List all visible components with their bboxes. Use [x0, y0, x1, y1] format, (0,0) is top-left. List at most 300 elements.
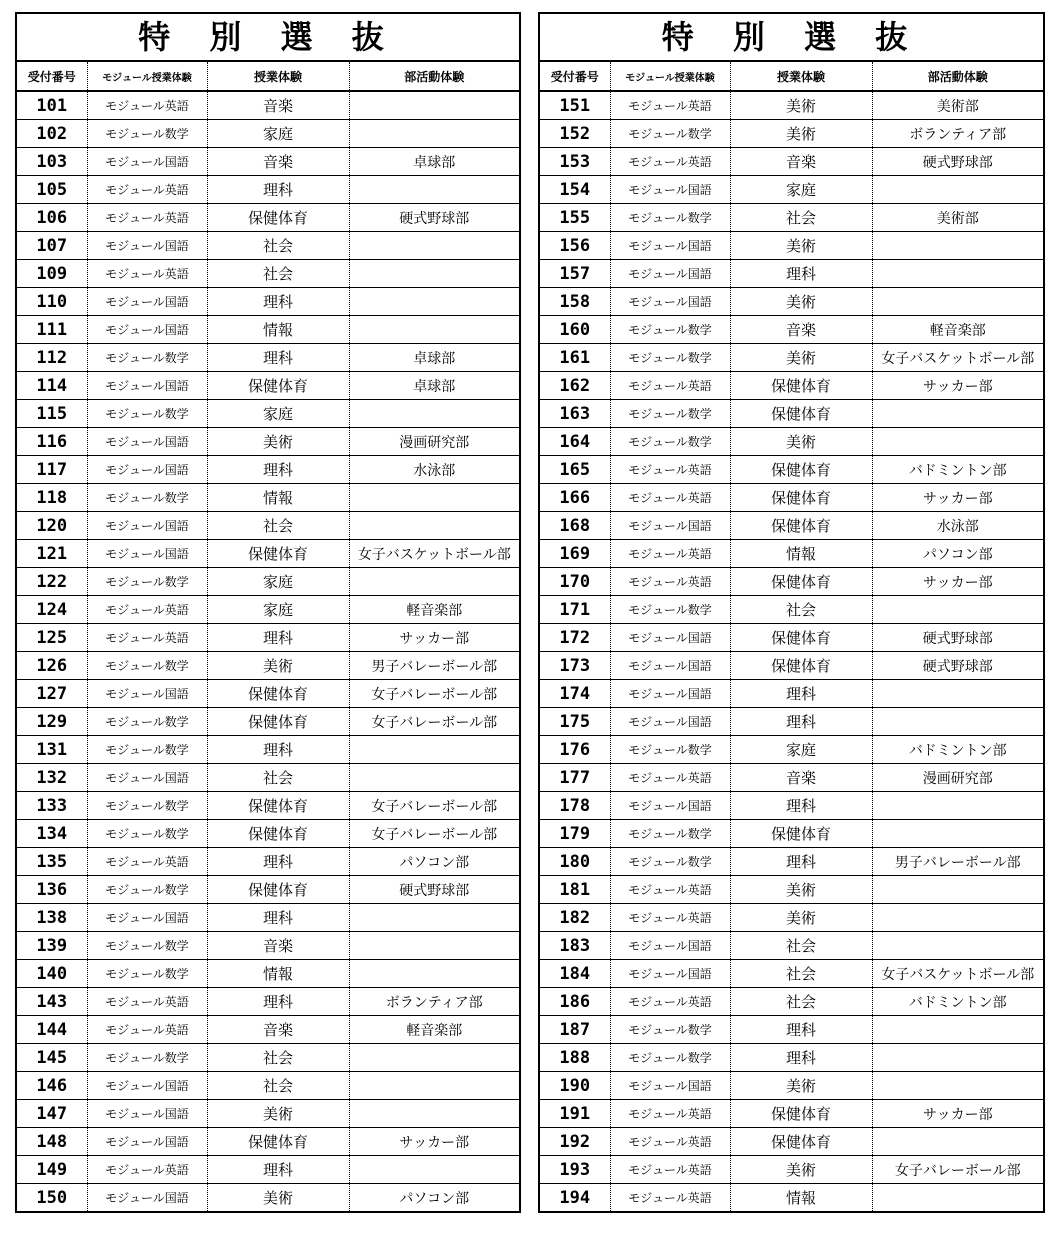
table-row — [540, 428, 1043, 456]
module-class-cell: モジュール数学 — [87, 820, 207, 848]
class-experience-cell: 理科 — [207, 904, 349, 932]
receipt-number-cell: 158 — [540, 288, 610, 316]
module-class-cell: モジュール国語 — [610, 288, 730, 316]
receipt-number-cell: 176 — [540, 736, 610, 764]
receipt-number-cell: 129 — [17, 708, 87, 736]
table-row — [540, 820, 1043, 848]
receipt-number-cell: 166 — [540, 484, 610, 512]
class-experience-cell: 理科 — [730, 1016, 872, 1044]
class-experience-cell: 社会 — [207, 512, 349, 540]
module-class-cell: モジュール数学 — [610, 400, 730, 428]
module-class-cell: モジュール英語 — [610, 1184, 730, 1212]
table-row — [540, 848, 1043, 876]
table-row — [17, 316, 519, 344]
module-class-cell: モジュール英語 — [610, 372, 730, 400]
club-experience-cell: サッカー部 — [872, 568, 1043, 596]
module-class-cell: モジュール国語 — [87, 288, 207, 316]
table-row — [540, 736, 1043, 764]
receipt-number-cell: 124 — [17, 596, 87, 624]
module-class-cell: モジュール英語 — [87, 848, 207, 876]
receipt-number-cell: 127 — [17, 680, 87, 708]
module-class-cell: モジュール英語 — [610, 764, 730, 792]
class-experience-cell: 情報 — [207, 316, 349, 344]
class-experience-cell: 社会 — [207, 260, 349, 288]
module-class-cell: モジュール英語 — [87, 1016, 207, 1044]
club-experience-cell — [872, 932, 1043, 960]
table-row — [17, 1100, 519, 1128]
table-row — [17, 736, 519, 764]
receipt-number-cell: 140 — [17, 960, 87, 988]
table-row — [17, 792, 519, 820]
class-experience-cell: 情報 — [207, 960, 349, 988]
club-experience-cell: 女子バレーボール部 — [349, 820, 519, 848]
table-row — [17, 400, 519, 428]
receipt-number-cell: 144 — [17, 1016, 87, 1044]
table-row — [540, 512, 1043, 540]
table-row — [17, 456, 519, 484]
club-experience-cell: 女子バレーボール部 — [872, 1156, 1043, 1184]
table-row — [17, 596, 519, 624]
applicant-table — [540, 62, 1043, 1211]
club-experience-cell — [872, 820, 1043, 848]
module-class-cell: モジュール国語 — [610, 680, 730, 708]
class-experience-cell: 保健体育 — [207, 680, 349, 708]
receipt-number-cell: 110 — [17, 288, 87, 316]
class-experience-cell: 保健体育 — [730, 624, 872, 652]
receipt-number-cell: 115 — [17, 400, 87, 428]
module-class-cell: モジュール英語 — [87, 596, 207, 624]
table-row — [540, 876, 1043, 904]
class-experience-cell: 保健体育 — [207, 820, 349, 848]
receipt-number-cell: 132 — [17, 764, 87, 792]
class-experience-cell: 保健体育 — [730, 484, 872, 512]
class-experience-cell: 美術 — [207, 652, 349, 680]
module-class-cell: モジュール数学 — [610, 848, 730, 876]
module-class-cell: モジュール数学 — [87, 1044, 207, 1072]
club-experience-cell — [349, 400, 519, 428]
receipt-number-cell: 147 — [17, 1100, 87, 1128]
module-class-cell: モジュール英語 — [610, 988, 730, 1016]
table-row — [540, 1184, 1043, 1212]
table-row — [17, 960, 519, 988]
module-class-cell: モジュール数学 — [87, 876, 207, 904]
table-row — [540, 120, 1043, 148]
applicant-table — [17, 62, 519, 1211]
class-experience-cell: 家庭 — [730, 736, 872, 764]
table-row — [540, 596, 1043, 624]
receipt-number-cell: 107 — [17, 232, 87, 260]
class-experience-cell: 美術 — [730, 344, 872, 372]
club-experience-cell: 女子バスケットボール部 — [872, 344, 1043, 372]
class-experience-cell: 社会 — [207, 232, 349, 260]
receipt-number-cell: 170 — [540, 568, 610, 596]
table-row — [540, 288, 1043, 316]
module-class-cell: モジュール国語 — [610, 232, 730, 260]
club-experience-cell — [349, 91, 519, 120]
class-experience-cell: 理科 — [730, 1044, 872, 1072]
class-experience-cell: 理科 — [207, 988, 349, 1016]
table-row — [540, 708, 1043, 736]
receipt-number-cell: 182 — [540, 904, 610, 932]
class-experience-cell: 美術 — [207, 1184, 349, 1212]
class-experience-cell: 美術 — [730, 428, 872, 456]
club-experience-cell — [349, 1100, 519, 1128]
table-row — [540, 904, 1043, 932]
module-class-cell: モジュール国語 — [87, 1072, 207, 1100]
class-experience-cell: 保健体育 — [207, 372, 349, 400]
class-experience-cell: 理科 — [207, 456, 349, 484]
club-experience-cell: 女子バレーボール部 — [349, 708, 519, 736]
club-experience-cell — [872, 1128, 1043, 1156]
receipt-number-cell: 112 — [17, 344, 87, 372]
class-experience-cell: 理科 — [207, 848, 349, 876]
header-receipt-number: 受付番号 — [17, 62, 87, 91]
table-row — [17, 204, 519, 232]
class-experience-cell: 保健体育 — [207, 708, 349, 736]
receipt-number-cell: 145 — [17, 1044, 87, 1072]
table-row — [540, 1156, 1043, 1184]
class-experience-cell: 美術 — [207, 1100, 349, 1128]
table-row — [540, 932, 1043, 960]
class-experience-cell: 保健体育 — [207, 1128, 349, 1156]
club-experience-cell — [872, 232, 1043, 260]
club-experience-cell — [349, 1044, 519, 1072]
club-experience-cell — [872, 400, 1043, 428]
module-class-cell: モジュール数学 — [87, 568, 207, 596]
module-class-cell: モジュール英語 — [610, 148, 730, 176]
module-class-cell: モジュール国語 — [87, 764, 207, 792]
class-experience-cell: 理科 — [207, 344, 349, 372]
receipt-number-cell: 118 — [17, 484, 87, 512]
club-experience-cell — [349, 960, 519, 988]
class-experience-cell: 社会 — [730, 204, 872, 232]
module-class-cell: モジュール数学 — [87, 120, 207, 148]
receipt-number-cell: 116 — [17, 428, 87, 456]
module-class-cell: モジュール数学 — [610, 820, 730, 848]
module-class-cell: モジュール英語 — [610, 568, 730, 596]
module-class-cell: モジュール国語 — [610, 708, 730, 736]
club-experience-cell — [349, 904, 519, 932]
module-class-cell: モジュール国語 — [87, 904, 207, 932]
class-experience-cell: 理科 — [207, 1156, 349, 1184]
class-experience-cell: 理科 — [730, 708, 872, 736]
module-class-cell: モジュール国語 — [610, 652, 730, 680]
table-row — [540, 568, 1043, 596]
club-experience-cell — [872, 904, 1043, 932]
table-row — [540, 540, 1043, 568]
receipt-number-cell: 168 — [540, 512, 610, 540]
club-experience-cell: サッカー部 — [349, 1128, 519, 1156]
club-experience-cell: バドミントン部 — [872, 736, 1043, 764]
club-experience-cell: 漫画研究部 — [349, 428, 519, 456]
receipt-number-cell: 184 — [540, 960, 610, 988]
club-experience-cell — [349, 1156, 519, 1184]
module-class-cell: モジュール数学 — [87, 792, 207, 820]
module-class-cell: モジュール英語 — [610, 904, 730, 932]
header-receipt-number: 受付番号 — [540, 62, 610, 91]
table-row — [540, 400, 1043, 428]
module-class-cell: モジュール英語 — [610, 91, 730, 120]
class-experience-cell: 社会 — [730, 960, 872, 988]
table-row — [17, 932, 519, 960]
class-experience-cell: 情報 — [730, 1184, 872, 1212]
left-panel — [15, 12, 521, 1213]
club-experience-cell: 卓球部 — [349, 148, 519, 176]
panel-title: 特 別 選 抜 — [17, 14, 519, 62]
module-class-cell: モジュール数学 — [87, 400, 207, 428]
receipt-number-cell: 179 — [540, 820, 610, 848]
table-row — [540, 988, 1043, 1016]
module-class-cell: モジュール英語 — [610, 540, 730, 568]
receipt-number-cell: 164 — [540, 428, 610, 456]
receipt-number-cell: 171 — [540, 596, 610, 624]
module-class-cell: モジュール英語 — [87, 260, 207, 288]
class-experience-cell: 美術 — [730, 876, 872, 904]
club-experience-cell — [872, 596, 1043, 624]
club-experience-cell: 硬式野球部 — [349, 876, 519, 904]
club-experience-cell — [872, 288, 1043, 316]
table-row — [17, 484, 519, 512]
module-class-cell: モジュール国語 — [87, 1184, 207, 1212]
table-row — [540, 232, 1043, 260]
table-row — [17, 1128, 519, 1156]
class-experience-cell: 理科 — [730, 848, 872, 876]
receipt-number-cell: 154 — [540, 176, 610, 204]
club-experience-cell: パソコン部 — [872, 540, 1043, 568]
receipt-number-cell: 126 — [17, 652, 87, 680]
module-class-cell: モジュール数学 — [610, 736, 730, 764]
table-row — [17, 848, 519, 876]
receipt-number-cell: 136 — [17, 876, 87, 904]
table-row — [17, 288, 519, 316]
receipt-number-cell: 105 — [17, 176, 87, 204]
club-experience-cell — [872, 792, 1043, 820]
class-experience-cell: 音楽 — [207, 148, 349, 176]
table-row — [540, 1100, 1043, 1128]
class-experience-cell: 社会 — [207, 1044, 349, 1072]
club-experience-cell: 女子バレーボール部 — [349, 792, 519, 820]
class-experience-cell: 家庭 — [730, 176, 872, 204]
class-experience-cell: 理科 — [207, 736, 349, 764]
class-experience-cell: 保健体育 — [730, 1128, 872, 1156]
class-experience-cell: 音楽 — [207, 932, 349, 960]
table-row — [17, 176, 519, 204]
class-experience-cell: 理科 — [730, 792, 872, 820]
table-row — [540, 176, 1043, 204]
module-class-cell: モジュール英語 — [610, 484, 730, 512]
module-class-cell: モジュール国語 — [87, 232, 207, 260]
header-row — [540, 62, 1043, 91]
table-row — [17, 764, 519, 792]
module-class-cell: モジュール英語 — [610, 1100, 730, 1128]
club-experience-cell: パソコン部 — [349, 1184, 519, 1212]
class-experience-cell: 保健体育 — [207, 204, 349, 232]
right-panel — [538, 12, 1045, 1213]
table-row — [17, 344, 519, 372]
receipt-number-cell: 191 — [540, 1100, 610, 1128]
class-experience-cell: 美術 — [730, 120, 872, 148]
receipt-number-cell: 178 — [540, 792, 610, 820]
table-row — [17, 428, 519, 456]
table-row — [540, 148, 1043, 176]
class-experience-cell: 音楽 — [207, 91, 349, 120]
module-class-cell: モジュール数学 — [610, 1044, 730, 1072]
module-class-cell: モジュール国語 — [87, 148, 207, 176]
club-experience-cell: ボランティア部 — [872, 120, 1043, 148]
table-row — [540, 1016, 1043, 1044]
club-experience-cell: 軽音楽部 — [349, 1016, 519, 1044]
module-class-cell: モジュール英語 — [610, 456, 730, 484]
table-row — [17, 1044, 519, 1072]
receipt-number-cell: 139 — [17, 932, 87, 960]
class-experience-cell: 家庭 — [207, 120, 349, 148]
class-experience-cell: 理科 — [207, 624, 349, 652]
club-experience-cell: 硬式野球部 — [349, 204, 519, 232]
receipt-number-cell: 153 — [540, 148, 610, 176]
receipt-number-cell: 161 — [540, 344, 610, 372]
table-row — [540, 764, 1043, 792]
receipt-number-cell: 143 — [17, 988, 87, 1016]
club-experience-cell — [349, 120, 519, 148]
module-class-cell: モジュール数学 — [610, 428, 730, 456]
club-experience-cell: サッカー部 — [872, 484, 1043, 512]
module-class-cell: モジュール数学 — [87, 708, 207, 736]
receipt-number-cell: 181 — [540, 876, 610, 904]
receipt-number-cell: 174 — [540, 680, 610, 708]
receipt-number-cell: 188 — [540, 1044, 610, 1072]
club-experience-cell: バドミントン部 — [872, 988, 1043, 1016]
club-experience-cell — [349, 512, 519, 540]
table-row — [540, 680, 1043, 708]
table-row — [17, 372, 519, 400]
club-experience-cell — [872, 1184, 1043, 1212]
class-experience-cell: 保健体育 — [207, 792, 349, 820]
receipt-number-cell: 160 — [540, 316, 610, 344]
header-class-experience: 授業体験 — [207, 62, 349, 91]
receipt-number-cell: 169 — [540, 540, 610, 568]
receipt-number-cell: 190 — [540, 1072, 610, 1100]
club-experience-cell — [349, 232, 519, 260]
class-experience-cell: 理科 — [207, 288, 349, 316]
module-class-cell: モジュール国語 — [87, 540, 207, 568]
module-class-cell: モジュール国語 — [87, 1128, 207, 1156]
table-row — [540, 344, 1043, 372]
header-club-experience: 部活動体験 — [349, 62, 519, 91]
class-experience-cell: 情報 — [207, 484, 349, 512]
module-class-cell: モジュール数学 — [87, 344, 207, 372]
club-experience-cell: 硬式野球部 — [872, 148, 1043, 176]
table-row — [540, 91, 1043, 120]
module-class-cell: モジュール国語 — [610, 792, 730, 820]
module-class-cell: モジュール国語 — [610, 624, 730, 652]
receipt-number-cell: 157 — [540, 260, 610, 288]
module-class-cell: モジュール国語 — [610, 176, 730, 204]
table-row — [17, 1016, 519, 1044]
receipt-number-cell: 150 — [36, 1187, 68, 1208]
club-experience-cell — [349, 568, 519, 596]
header-club-experience: 部活動体験 — [872, 62, 1043, 91]
receipt-number-cell: 152 — [540, 120, 610, 148]
class-experience-cell: 音楽 — [730, 764, 872, 792]
class-experience-cell: 理科 — [207, 176, 349, 204]
table-row — [17, 708, 519, 736]
club-experience-cell — [349, 1072, 519, 1100]
club-experience-cell: 卓球部 — [349, 372, 519, 400]
header-module-class: モジュール授業体験 — [87, 62, 207, 91]
module-class-cell: モジュール数学 — [87, 736, 207, 764]
module-class-cell: モジュール国語 — [87, 316, 207, 344]
module-class-cell: モジュール国語 — [87, 1100, 207, 1128]
class-experience-cell: 情報 — [730, 540, 872, 568]
class-experience-cell: 保健体育 — [730, 372, 872, 400]
club-experience-cell — [872, 1044, 1043, 1072]
table-row — [540, 372, 1043, 400]
receipt-number-cell: 111 — [17, 316, 87, 344]
receipt-number-cell: 117 — [17, 456, 87, 484]
table-row — [540, 1072, 1043, 1100]
table-row — [17, 876, 519, 904]
module-class-cell: モジュール数学 — [610, 316, 730, 344]
receipt-number-cell: 192 — [540, 1128, 610, 1156]
table-row — [540, 260, 1043, 288]
club-experience-cell — [349, 932, 519, 960]
table-row — [17, 624, 519, 652]
receipt-number-cell: 122 — [17, 568, 87, 596]
class-experience-cell: 保健体育 — [730, 820, 872, 848]
club-experience-cell — [872, 260, 1043, 288]
module-class-cell: モジュール数学 — [87, 960, 207, 988]
class-experience-cell: 音楽 — [207, 1016, 349, 1044]
club-experience-cell: 美術部 — [872, 91, 1043, 120]
class-experience-cell: 保健体育 — [730, 456, 872, 484]
header-class-experience: 授業体験 — [730, 62, 872, 91]
class-experience-cell: 家庭 — [207, 400, 349, 428]
module-class-cell: モジュール数学 — [87, 652, 207, 680]
club-experience-cell: 軽音楽部 — [349, 596, 519, 624]
class-experience-cell: 美術 — [730, 1072, 872, 1100]
module-class-cell: モジュール英語 — [87, 988, 207, 1016]
module-class-cell: モジュール数学 — [610, 1016, 730, 1044]
club-experience-cell — [872, 428, 1043, 456]
receipt-number-cell: 106 — [17, 204, 87, 232]
club-experience-cell — [349, 260, 519, 288]
class-experience-cell: 保健体育 — [730, 1100, 872, 1128]
club-experience-cell: 水泳部 — [872, 512, 1043, 540]
receipt-number-cell: 146 — [17, 1072, 87, 1100]
club-experience-cell: 美術部 — [872, 204, 1043, 232]
receipt-number-cell: 134 — [17, 820, 87, 848]
module-class-cell: モジュール英語 — [87, 176, 207, 204]
table-row — [540, 960, 1043, 988]
module-class-cell: モジュール国語 — [610, 260, 730, 288]
module-class-cell: モジュール国語 — [610, 1072, 730, 1100]
receipt-number-cell: 120 — [17, 512, 87, 540]
table-row — [17, 820, 519, 848]
class-experience-cell: 美術 — [730, 1156, 872, 1184]
table-row — [17, 680, 519, 708]
receipt-number-cell: 180 — [540, 848, 610, 876]
class-experience-cell: 保健体育 — [730, 568, 872, 596]
module-class-cell: モジュール数学 — [610, 344, 730, 372]
module-class-cell: モジュール英語 — [87, 91, 207, 120]
club-experience-cell — [872, 876, 1043, 904]
club-experience-cell: 女子バスケットボール部 — [872, 960, 1043, 988]
receipt-number-cell: 187 — [540, 1016, 610, 1044]
class-experience-cell: 社会 — [730, 988, 872, 1016]
receipt-number-cell: 121 — [17, 540, 87, 568]
module-class-cell: モジュール数学 — [610, 596, 730, 624]
table-row — [540, 456, 1043, 484]
